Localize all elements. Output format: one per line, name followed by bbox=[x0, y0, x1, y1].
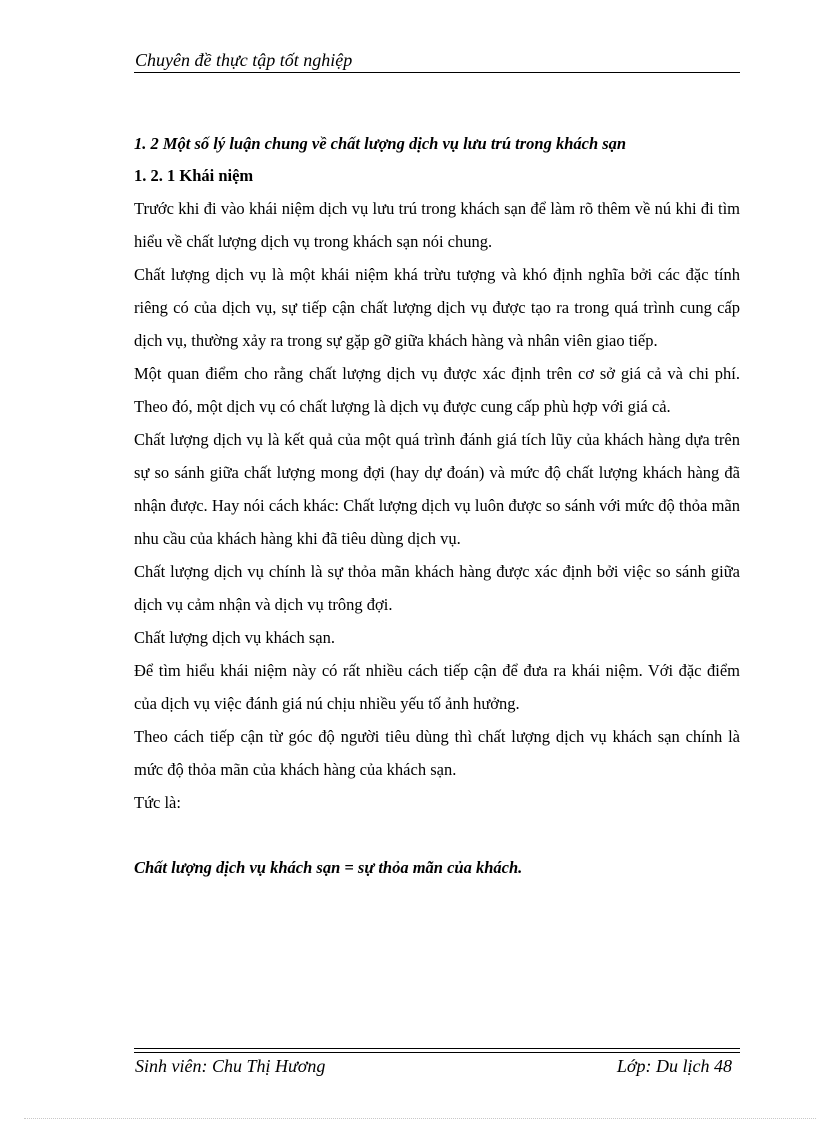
paragraph: Một quan điểm cho rằng chất lượng dịch vụ được xác định trên cơ sở giá cả và chi phí. Theo đó, một dịch vụ có chất lượng là dịch vụ được cung cấp phù hợp với giá cả. bbox=[134, 364, 740, 416]
paragraph: Chất lượng dịch vụ chính là sự thỏa mãn khách hàng được xác định bởi việc so sánh giữa dịch vụ cảm nhận và dịch vụ trông đợi. bbox=[134, 562, 740, 614]
page-footer bbox=[134, 1046, 740, 1080]
conclusion-formula: Chất lượng dịch vụ khách sạn = sự thỏa mãn của khách. bbox=[134, 858, 523, 877]
footer-student: Sinh viên: Chu Thị Hương bbox=[135, 1056, 326, 1076]
paragraph: Để tìm hiểu khái niệm này có rất nhiều cách tiếp cận để đưa ra khái niệm. Với đặc điểm của dịch vụ việc đánh giá nú chịu nhiều yếu tố ảnh hưởng. bbox=[134, 661, 740, 713]
footer-class: Lớp: Du lịch 48 bbox=[616, 1056, 732, 1076]
paragraph: Theo cách tiếp cận từ góc độ người tiêu dùng thì chất lượng dịch vụ khách sạn chính là mức độ thỏa mãn của khách hàng của khách sạn. bbox=[134, 727, 740, 779]
section-heading: 1. 2 Một số lý luận chung về chất lượng dịch vụ lưu trú trong khách sạn bbox=[134, 134, 627, 153]
footer-divider bbox=[134, 1052, 740, 1053]
subsection-heading: 1. 2. 1 Khái niệm bbox=[134, 166, 254, 185]
page-edge bbox=[24, 1118, 816, 1119]
paragraph: Chất lượng dịch vụ là kết quả của một quá trình đánh giá tích lũy của khách hàng dựa trên sự so sánh giữa chất lượng mong đợi (hay dự đoán) và mức độ chất lượng khách hàng đã nhận được. Hay nói cách khác: Chất lượng dịch vụ luôn được so sánh với mức độ thỏa mãn nhu cầu của khách hàng khi đã tiêu dùng dịch vụ. bbox=[134, 430, 740, 548]
paragraph: Tức là: bbox=[134, 793, 181, 812]
paragraph: Trước khi đi vào khái niệm dịch vụ lưu trú trong khách sạn để làm rõ thêm về nú khi đi tìm hiểu về chất lượng dịch vụ trong khách sạn nói chung. bbox=[134, 199, 740, 251]
document-body bbox=[134, 128, 740, 884]
header-title: Chuyên đề thực tập tốt nghiệp bbox=[135, 50, 353, 70]
paragraph: Chất lượng dịch vụ là một khái niệm khá trừu tượng và khó định nghĩa bởi các đặc tính riêng có của dịch vụ, sự tiếp cận chất lượng dịch vụ được tạo ra trong quá trình cung cấp dịch vụ, thường xảy ra trong sự gặp gỡ giữa khách hàng và nhân viên giao tiếp. bbox=[134, 265, 740, 350]
page-header bbox=[134, 48, 740, 73]
paragraph: Chất lượng dịch vụ khách sạn. bbox=[134, 628, 335, 647]
footer-divider bbox=[134, 1048, 740, 1049]
